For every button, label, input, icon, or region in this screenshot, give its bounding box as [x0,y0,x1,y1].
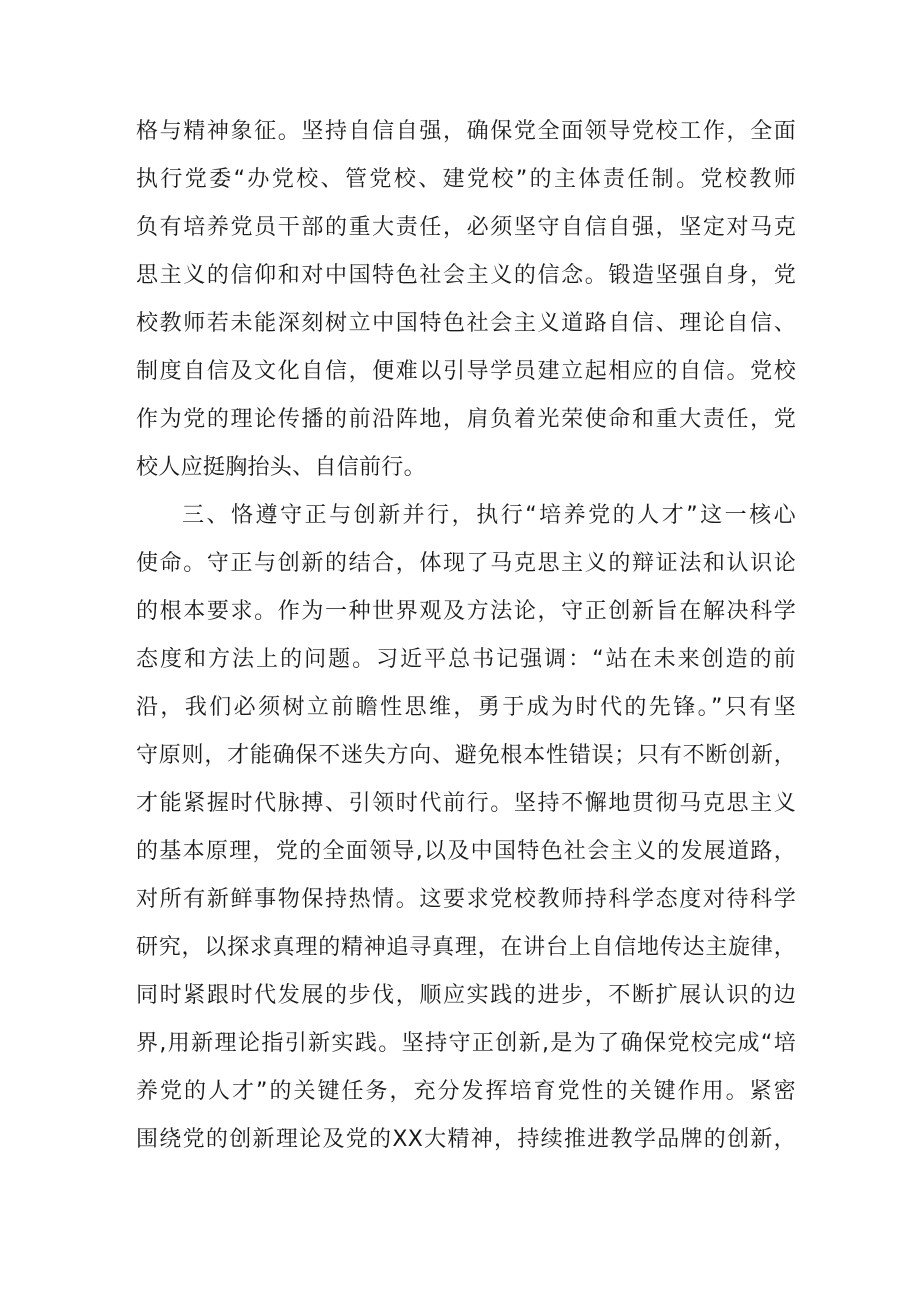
paragraph-line: 研究，以探求真理的精神追寻真理，在讲台上自信地传达主旋律， [136,935,796,960]
paragraph-line: 思主义的信仰和对中国特色社会主义的信念。锻造坚强自身，党 [136,263,796,288]
paragraph-line: 围绕党的创新理论及党的XX大精神，持续推进教学品牌的创新， [136,1127,796,1152]
paragraph-line: 校教师若未能深刻树立中国特色社会主义道路自信、理论自信、 [136,311,796,336]
paragraph-line: 使命。守正与创新的结合，体现了马克思主义的辩证法和认识论 [136,551,796,576]
paragraph-line: 负有培养党员干部的重大责任，必须坚守自信自强，坚定对马克 [136,215,796,240]
paragraph-line: 校人应挺胸抬头、自信前行。 [136,455,426,480]
paragraph-1 [136,108,796,492]
paragraph-line: 守原则，才能确保不迷失方向、避免根本性错误；只有不断创新， [136,743,796,768]
paragraph-line: 同时紧跟时代发展的步伐，顺应实践的进步，不断扩展认识的边 [136,983,796,1008]
paragraph-line: 才能紧握时代脉搏、引领时代前行。坚持不懈地贯彻马克思主义 [136,791,796,816]
paragraph-line: 的基本原理，党的全面领导,以及中国特色社会主义的发展道路， [136,839,796,864]
paragraph-2 [136,492,796,1164]
paragraph-line: 养党的人才”的关键任务，充分发挥培育党性的关键作用。紧密 [136,1079,796,1104]
paragraph-line: 的根本要求。作为一种世界观及方法论，守正创新旨在解决科学 [136,599,796,624]
paragraph-line: 执行党委“办党校、管党校、建党校”的主体责任制。党校教师 [136,167,796,192]
paragraph-line: 作为党的理论传播的前沿阵地，肩负着光荣使命和重大责任，党 [136,407,796,432]
paragraph-line: 态度和方法上的问题。习近平总书记强调：“站在未来创造的前 [136,647,796,672]
paragraph-line: 界,用新理论指引新实践。坚持守正创新,是为了确保党校完成“培 [136,1031,796,1056]
paragraph-line: 沿，我们必须树立前瞻性思维，勇于成为时代的先锋。”只有坚 [136,695,796,720]
paragraph-line: 对所有新鲜事物保持热情。这要求党校教师持科学态度对待科学 [136,887,796,912]
paragraph-line: 三、恪遵守正与创新并行，执行“培养党的人才”这一核心 [182,503,796,528]
document-body [136,108,796,1164]
paragraph-line: 制度自信及文化自信，便难以引导学员建立起相应的自信。党校 [136,359,796,384]
paragraph-line: 格与精神象征。坚持自信自强，确保党全面领导党校工作，全面 [136,119,796,144]
